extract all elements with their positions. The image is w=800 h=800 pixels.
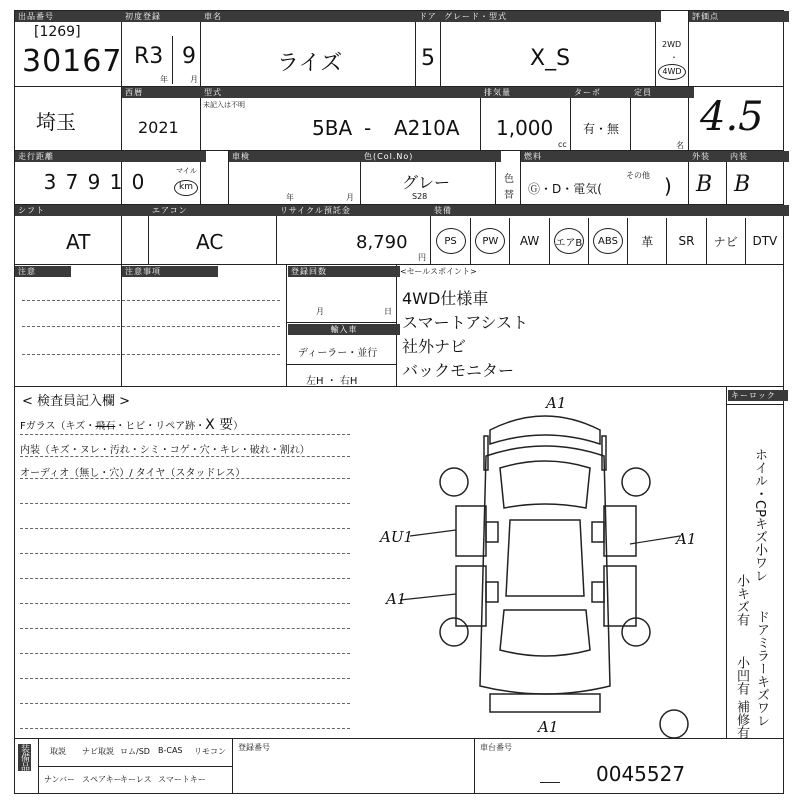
accessory-rom-sd: ロム/SD	[120, 747, 150, 756]
grade-name: X_S	[530, 46, 571, 71]
equipment-label: ナビ	[713, 234, 738, 249]
equipment-item	[745, 218, 784, 264]
registration-number-label: 登録番号	[238, 743, 270, 752]
transmission: AT	[66, 230, 91, 254]
color-code: S28	[412, 192, 428, 201]
displacement: 1,000	[496, 116, 554, 140]
lot-number: 30167	[22, 44, 123, 79]
equipment-label: ABS	[593, 228, 623, 254]
inspector-line-3: オーディオ（無し・穴）/ タイヤ（スタッドレス）	[20, 468, 246, 479]
equipment-label: PS	[436, 228, 466, 254]
year-era: R3	[134, 44, 164, 69]
door-count: 5	[421, 46, 435, 71]
chassis-number-label: 車台番号	[480, 743, 512, 752]
region: 埼玉	[36, 110, 76, 134]
air-conditioner: AC	[196, 230, 224, 254]
model-code: A210A	[394, 116, 460, 140]
accessory-keyless: キーレス	[120, 775, 152, 784]
side-note-2: 小キズ有	[734, 574, 749, 626]
accessory-spare-key: スペアキー	[82, 775, 122, 784]
exterior-grade: B	[696, 172, 713, 197]
first-reg-month: 9	[182, 44, 196, 69]
equipment-item	[549, 218, 588, 264]
sales-point-1: 4WD仕様車	[402, 289, 489, 308]
side-note-4: 小凹有	[734, 656, 749, 695]
odometer-unit-km: km	[174, 180, 198, 196]
equipment-item	[470, 218, 509, 264]
equipment-item	[706, 218, 745, 264]
equipment-label: SR	[678, 234, 695, 248]
damage-left-rear: A1	[386, 590, 407, 608]
inspector-line-2: 内装（キズ・ヌレ・汚れ・シミ・コゲ・穴・キレ・破れ・割れ）	[20, 445, 310, 456]
model-code-prefix: 5BA	[312, 116, 353, 140]
equipment-item	[431, 218, 470, 264]
damage-left-front: AU1	[380, 528, 414, 546]
caution-caption: 注意事項	[122, 266, 218, 277]
inspector-title: < 検査員記入欄 >	[22, 394, 131, 409]
equipment-item	[509, 218, 548, 264]
car-diagram	[360, 396, 726, 738]
inspector-line-1: Fガラス（キズ・飛石・ヒビ・リペア跡・X 要）	[20, 417, 244, 433]
equipment-row	[431, 218, 784, 264]
equipment-item	[627, 218, 666, 264]
drive-2wd: 2WD	[662, 40, 682, 49]
equipment-item	[588, 218, 627, 264]
drive-4wd: 4WD	[658, 64, 686, 80]
accessory-bcas: B-CAS	[158, 746, 183, 755]
equipment-label: PW	[475, 228, 505, 254]
accessory-smart-key: スマートキー	[158, 775, 206, 784]
fuel-type: Ⓖ・D・電気(	[528, 182, 602, 196]
equipment-label: DTV	[752, 234, 778, 248]
equipment-label: エアB	[554, 228, 584, 254]
score-value: 4.5	[700, 94, 764, 140]
side-note-1: ホイル・CPキズ小ワレ	[752, 448, 767, 582]
interior-grade: B	[734, 172, 751, 197]
accessory-manual: 取説	[50, 747, 66, 756]
sales-point-3: 社外ナビ	[402, 337, 467, 356]
recycle-fee: 8,790	[356, 232, 408, 253]
odometer: 3 7 9 1 0	[43, 170, 145, 194]
key-lock-label: キーロック	[728, 390, 788, 401]
damage-rear: A1	[538, 718, 559, 736]
sales-point-2: スマートアシスト	[402, 313, 529, 332]
accessory-plate: ナンバー	[44, 775, 76, 784]
accessory-remote: リモコン	[194, 747, 226, 756]
chassis-number: 0045527	[596, 762, 686, 786]
side-note-5: 補修有	[734, 700, 749, 739]
lot-bracket: [1269]	[34, 24, 81, 40]
import-dealer: ディーラー・並行	[298, 348, 378, 359]
sales-caption: <セールスポイント>	[400, 267, 477, 276]
damage-right-front: A1	[676, 530, 697, 548]
steering: 左H ・ 右H	[306, 376, 358, 387]
side-note-3: ドアミラーキズワレ	[754, 610, 769, 727]
turbo-option: 有・無	[583, 122, 620, 136]
sales-point-4: バックモニター	[402, 361, 515, 380]
color-name: グレー	[402, 173, 451, 192]
equipment-list-title: 装備品	[19, 744, 29, 771]
damage-front: A1	[546, 394, 567, 412]
equipment-label: AW	[519, 234, 540, 248]
header-caption: 出品番号	[15, 11, 126, 22]
year-ad: 2021	[138, 118, 179, 137]
equipment-label: 革	[641, 234, 654, 249]
equipment-item	[666, 218, 705, 264]
accessory-navi-manual: ナビ取説	[82, 747, 114, 756]
model-name: ライズ	[277, 51, 343, 76]
